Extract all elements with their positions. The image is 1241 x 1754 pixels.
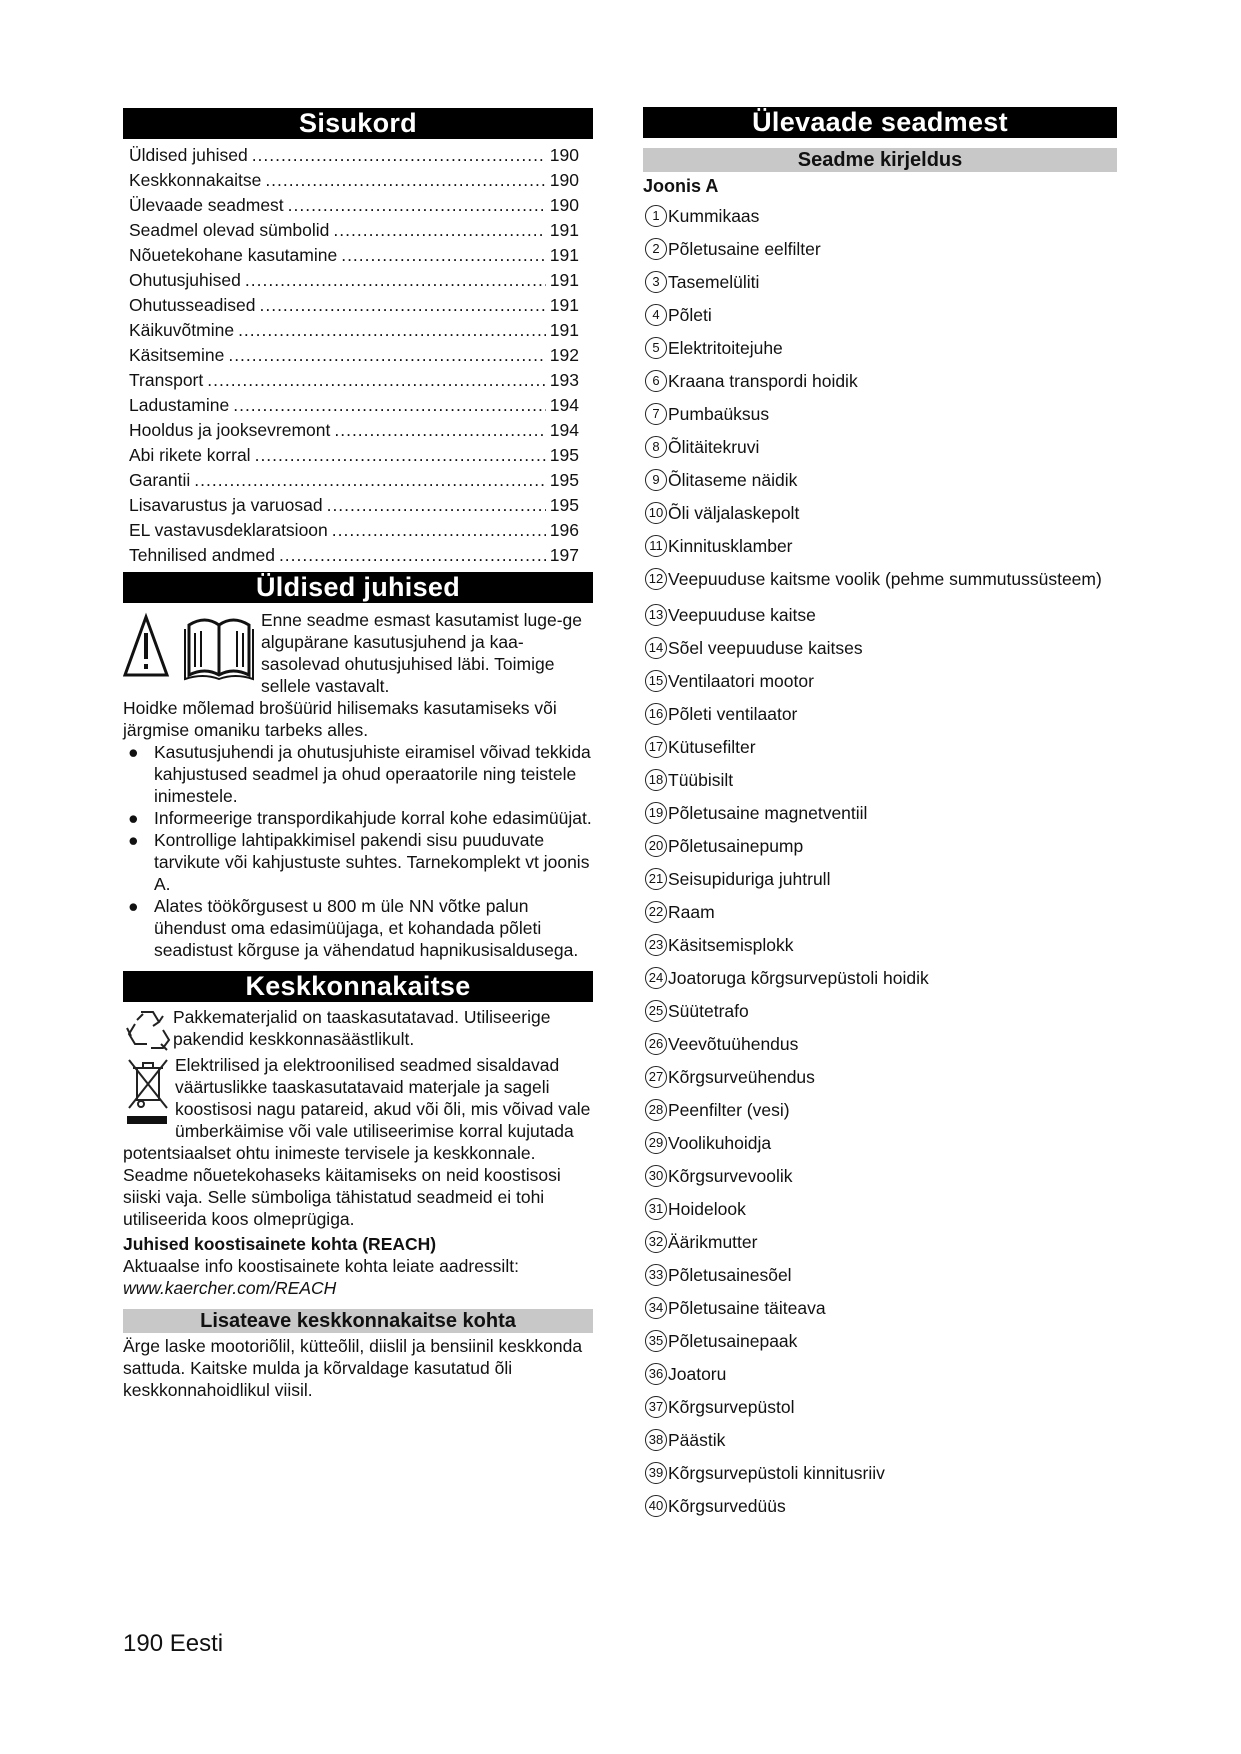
toc-entry[interactable] xyxy=(123,543,593,568)
part-label: Kummikaas xyxy=(668,206,760,226)
part-item xyxy=(645,1033,1117,1055)
toc-leader xyxy=(288,193,546,218)
part-number-badge: 36 xyxy=(645,1363,667,1385)
toc-entry[interactable] xyxy=(123,243,593,268)
toc-entry-page: 194 xyxy=(549,420,579,440)
part-item xyxy=(645,1198,1117,1220)
part-item xyxy=(645,934,1117,956)
part-item xyxy=(645,901,1117,923)
part-item xyxy=(645,238,1117,260)
part-label: Äärikmutter xyxy=(668,1232,758,1252)
part-number-badge: 16 xyxy=(645,703,667,725)
page-footer xyxy=(123,1630,223,1658)
bullet-dot-icon: ● xyxy=(128,896,139,916)
part-label: Joatoru xyxy=(668,1364,727,1384)
environment-heading: Keskkonnakaitse xyxy=(123,971,593,1002)
toc-leader xyxy=(194,468,546,493)
part-number-badge: 12 xyxy=(645,568,667,590)
table-of-contents xyxy=(123,143,593,568)
bullet-item xyxy=(123,807,593,829)
toc-entry-page: 193 xyxy=(549,370,579,390)
bullet-item xyxy=(123,829,593,895)
toc-entry-label: Hooldus ja jooksevremont xyxy=(129,420,331,440)
toc-entry[interactable] xyxy=(123,293,593,318)
figure-label: Joonis A xyxy=(643,176,719,196)
general-bullet-list xyxy=(123,741,593,961)
part-item xyxy=(645,703,1117,725)
part-number-badge: 24 xyxy=(645,967,667,989)
part-label: Tüübisilt xyxy=(668,770,734,790)
part-number-badge: 2 xyxy=(645,238,667,260)
toc-entry-label: Käsitsemine xyxy=(129,345,225,365)
part-label: Käsitsemisplokk xyxy=(668,935,794,955)
part-item xyxy=(645,403,1117,425)
part-item xyxy=(645,1231,1117,1253)
toc-leader xyxy=(233,393,546,418)
bullet-item xyxy=(123,895,593,961)
toc-entry[interactable] xyxy=(123,143,593,168)
part-label: Joatoruga kõrgsurvepüstoli hoidik xyxy=(668,968,929,988)
part-item xyxy=(645,835,1117,857)
general-heading: Üldised juhised xyxy=(123,572,593,603)
toc-leader xyxy=(252,143,546,168)
part-label: Süütetrafo xyxy=(668,1001,749,1021)
toc-leader xyxy=(334,418,545,443)
part-item xyxy=(645,1363,1117,1385)
toc-entry[interactable] xyxy=(123,493,593,518)
part-number-badge: 29 xyxy=(645,1132,667,1154)
toc-entry[interactable] xyxy=(123,518,593,543)
part-number-badge: 34 xyxy=(645,1297,667,1319)
overview-subheading: Seadme kirjeldus xyxy=(643,148,1117,172)
part-label: Raam xyxy=(668,902,715,922)
toc-leader xyxy=(245,268,546,293)
part-number-badge: 32 xyxy=(645,1231,667,1253)
toc-leader xyxy=(265,168,545,193)
toc-leader xyxy=(228,343,545,368)
part-label: Päästik xyxy=(668,1430,726,1450)
part-label: Kütusefilter xyxy=(668,737,756,757)
part-label: Veepuuduse kaitsme voolik (pehme summutussüsteem) xyxy=(668,569,1102,589)
toc-entry-label: Ohutusseadised xyxy=(129,295,256,315)
part-item xyxy=(645,604,1117,626)
toc-entry[interactable] xyxy=(123,218,593,243)
toc-entry-label: Tehnilised andmed xyxy=(129,545,275,565)
part-item xyxy=(645,436,1117,458)
part-number-badge: 23 xyxy=(645,934,667,956)
toc-entry-page: 192 xyxy=(549,345,579,365)
toc-leader xyxy=(259,293,545,318)
part-item xyxy=(645,1297,1117,1319)
toc-entry-page: 190 xyxy=(549,195,579,215)
more-env-heading: Lisateave keskkonnakaitse kohta xyxy=(123,1309,593,1333)
part-label: Peenfilter (vesi) xyxy=(668,1100,790,1120)
part-number-badge: 28 xyxy=(645,1099,667,1121)
part-item xyxy=(645,370,1117,392)
part-label: Pumbaüksus xyxy=(668,404,770,424)
part-label: Põleti ventilaator xyxy=(668,704,798,724)
toc-entry-page: 190 xyxy=(549,145,579,165)
part-item xyxy=(645,868,1117,890)
toc-entry-label: EL vastavusdeklaratsioon xyxy=(129,520,328,540)
part-number-badge: 26 xyxy=(645,1033,667,1055)
part-label: Seisupiduriga juhtrull xyxy=(668,869,831,889)
part-number-badge: 27 xyxy=(645,1066,667,1088)
toc-entry-page: 195 xyxy=(549,495,579,515)
part-item xyxy=(645,1495,1117,1517)
part-number-badge: 6 xyxy=(645,370,667,392)
part-number-badge: 5 xyxy=(645,337,667,359)
part-number-badge: 15 xyxy=(645,670,667,692)
part-number-badge: 31 xyxy=(645,1198,667,1220)
parts-list xyxy=(643,205,1117,1517)
toc-entry-label: Abi rikete korral xyxy=(129,445,251,465)
toc-leader xyxy=(341,243,546,268)
part-item xyxy=(645,568,1117,590)
toc-entry[interactable] xyxy=(123,318,593,343)
part-number-badge: 13 xyxy=(645,604,667,626)
part-label: Põletusaine magnetventiil xyxy=(668,803,868,823)
reach-link[interactable]: www.kaercher.com/REACH xyxy=(123,1278,337,1298)
reach-heading: Juhised koostisainete kohta (REACH) xyxy=(123,1234,437,1254)
part-number-badge: 10 xyxy=(645,502,667,524)
part-item xyxy=(645,271,1117,293)
toc-entry-label: Käikuvõtmine xyxy=(129,320,235,340)
toc-entry-label: Garantii xyxy=(129,470,191,490)
part-number-badge: 18 xyxy=(645,769,667,791)
toc-entry-label: Ladustamine xyxy=(129,395,230,415)
footer-language: Eesti xyxy=(169,1630,224,1657)
part-number-badge: 37 xyxy=(645,1396,667,1418)
part-label: Kõrgsurvepüstol xyxy=(668,1397,795,1417)
part-label: Põletusaine täiteava xyxy=(668,1298,826,1318)
warning-icons xyxy=(123,609,261,685)
part-number-badge: 11 xyxy=(645,535,667,557)
part-number-badge: 14 xyxy=(645,637,667,659)
bullet-text: Alates töökõrgusest u 800 m üle NN võtke palun ühendust oma edasimüüjaga, et kohandada põleti seadistust kõrguse ja vähendatud hapnikusisaldusega. xyxy=(154,896,579,960)
part-label: Põletusaine eelfilter xyxy=(668,239,821,259)
part-item xyxy=(645,1462,1117,1484)
bullet-item xyxy=(123,741,593,807)
bullet-dot-icon: ● xyxy=(128,830,139,850)
part-number-badge: 22 xyxy=(645,901,667,923)
more-env-text: Ärge laske mootoriõlil, kütteõlil, diislil ja bensiinil keskkonda sattuda. Kaitske mulda ja kõrvaldage kasutatud õli keskkonnahoidlikul viisil. xyxy=(123,1336,583,1400)
part-label: Kõrgsurveühendus xyxy=(668,1067,815,1087)
part-item xyxy=(645,1429,1117,1451)
part-number-badge: 8 xyxy=(645,436,667,458)
part-item xyxy=(645,1396,1117,1418)
part-item xyxy=(645,670,1117,692)
part-item xyxy=(645,337,1117,359)
electrical-block xyxy=(123,1054,593,1230)
toc-entry-page: 195 xyxy=(549,445,579,465)
toc-entry[interactable] xyxy=(123,193,593,218)
part-label: Põleti xyxy=(668,305,712,325)
toc-entry-page: 196 xyxy=(549,520,579,540)
part-label: Põletusainesõel xyxy=(668,1265,792,1285)
part-number-badge: 17 xyxy=(645,736,667,758)
toc-entry[interactable] xyxy=(123,443,593,468)
part-number-badge: 38 xyxy=(645,1429,667,1451)
page-number: 190 xyxy=(123,1630,164,1657)
toc-leader xyxy=(279,543,546,568)
part-item xyxy=(645,1264,1117,1286)
part-item xyxy=(645,1099,1117,1121)
part-label: Kõrgsurvedüüs xyxy=(668,1496,786,1516)
toc-entry-page: 191 xyxy=(549,320,579,340)
packaging-text: Pakkematerjalid on taaskasutatavad. Utiliseerige pakendid keskkonnasäästlikult. xyxy=(173,1007,551,1049)
warning-triangle-manual-icon xyxy=(123,609,261,685)
part-label: Veevõtuühendus xyxy=(668,1034,799,1054)
part-item xyxy=(645,1132,1117,1154)
toc-entry-page: 197 xyxy=(549,545,579,565)
part-item xyxy=(645,304,1117,326)
part-item xyxy=(645,469,1117,491)
part-item xyxy=(645,637,1117,659)
toc-entry-page: 194 xyxy=(549,395,579,415)
part-label: Kõrgsurvevoolik xyxy=(668,1166,793,1186)
part-item xyxy=(645,736,1117,758)
bullet-text: Informeerige transpordikahjude korral kohe edasimüüjat. xyxy=(154,808,592,828)
toc-entry-page: 191 xyxy=(549,245,579,265)
part-label: Kinnitusklamber xyxy=(668,536,793,556)
toc-entry[interactable] xyxy=(123,418,593,443)
bullet-text: Kontrollige lahtipakkimisel pakendi sisu puuduvate tarvikute või kahjustuste suhtes. Tarnekomplekt vt joonis A. xyxy=(154,830,590,894)
part-label: Õlitäitekruvi xyxy=(668,437,760,457)
toc-heading: Sisukord xyxy=(123,108,593,139)
part-label: Õli väljalaskepolt xyxy=(668,503,800,523)
toc-entry-page: 191 xyxy=(549,270,579,290)
part-label: Põletusainepump xyxy=(668,836,804,856)
toc-leader xyxy=(327,493,546,518)
part-item xyxy=(645,205,1117,227)
reach-text: Aktuaalse info koostisainete kohta leiate aadressilt: xyxy=(123,1256,519,1276)
part-item xyxy=(645,802,1117,824)
part-item xyxy=(645,502,1117,524)
crossed-bin-icon xyxy=(123,1054,175,1140)
toc-entry-page: 195 xyxy=(549,470,579,490)
toc-entry[interactable] xyxy=(123,393,593,418)
part-label: Voolikuhoidja xyxy=(668,1133,772,1153)
packaging-row xyxy=(123,1006,593,1052)
part-label: Õlitaseme näidik xyxy=(668,470,798,490)
part-label: Põletusainepaak xyxy=(668,1331,798,1351)
toc-entry-label: Üldised juhised xyxy=(129,145,248,165)
toc-leader xyxy=(207,368,546,393)
bullet-text: Kasutusjuhendi ja ohutusjuhiste eiramisel võivad tekkida kahjustused seadmel ja ohud operaatorile ning teistele inimestele. xyxy=(154,742,591,806)
electrical-text: Elektrilised ja elektroonilised seadmed sisaldavad väärtuslikke taaskasutatavaid materjale ja sageli koostisosi nagu patareid, akud või õli, mis võivad vale ümberkäimise või vale utiliseerimise korral kujutada potentsiaalset ohtu inimeste tervisele ja keskkonnale. Seadme nõuetekohaseks käitamiseks on neid koostisosi siiski vaja. Selle sümboliga tähistatud seadmeid ei tohi utiliseerida koos olmeprügiga. xyxy=(123,1055,591,1229)
part-item xyxy=(645,1165,1117,1187)
toc-entry-label: Nõuetekohane kasutamine xyxy=(129,245,338,265)
part-item xyxy=(645,1066,1117,1088)
overview-heading: Ülevaade seadmest xyxy=(643,107,1117,138)
toc-entry-label: Ülevaade seadmest xyxy=(129,195,284,215)
general-intro-text: Enne seadme esmast kasutamist luge-ge algupärane kasutusjuhend ja kaa-sasolevad ohutusjuhised läbi. Toimige sellele vastavalt. xyxy=(261,610,582,696)
toc-entry[interactable] xyxy=(123,268,593,293)
part-number-badge: 40 xyxy=(645,1495,667,1517)
toc-leader xyxy=(238,318,546,343)
part-label: Sõel veepuuduse kaitses xyxy=(668,638,863,658)
toc-leader xyxy=(255,443,546,468)
part-item xyxy=(645,1000,1117,1022)
part-number-badge: 3 xyxy=(645,271,667,293)
toc-entry-label: Lisavarustus ja varuosad xyxy=(129,495,323,515)
toc-entry-label: Seadmel olevad sümbolid xyxy=(129,220,330,240)
toc-leader xyxy=(333,218,545,243)
part-number-badge: 25 xyxy=(645,1000,667,1022)
bullet-dot-icon: ● xyxy=(128,808,139,828)
toc-entry-label: Ohutusjuhised xyxy=(129,270,241,290)
part-label: Elektritoitejuhe xyxy=(668,338,783,358)
environment-block xyxy=(123,1006,593,1401)
weee-icon-wrap xyxy=(123,1054,175,1140)
general-keep-text: Hoidke mõlemad brošüürid hilisemaks kasutamiseks või järgmise omaniku tarbeks alles. xyxy=(123,698,557,740)
part-number-badge: 21 xyxy=(645,868,667,890)
toc-entry-label: Keskkonnakaitse xyxy=(129,170,262,190)
part-label: Ventilaatori mootor xyxy=(668,671,814,691)
part-item xyxy=(645,535,1117,557)
part-number-badge: 39 xyxy=(645,1462,667,1484)
toc-entry[interactable] xyxy=(123,168,593,193)
part-number-badge: 4 xyxy=(645,304,667,326)
right-column xyxy=(643,107,1117,1517)
part-number-badge: 20 xyxy=(645,835,667,857)
toc-entry[interactable] xyxy=(123,368,593,393)
part-label: Kõrgsurvepüstoli kinnitusriiv xyxy=(668,1463,885,1483)
part-number-badge: 1 xyxy=(645,205,667,227)
part-item xyxy=(645,769,1117,791)
part-label: Tasemelüliti xyxy=(668,272,760,292)
part-number-badge: 19 xyxy=(645,802,667,824)
toc-entry-label: Transport xyxy=(129,370,204,390)
toc-entry[interactable] xyxy=(123,343,593,368)
recycle-icon xyxy=(123,1006,173,1052)
toc-entry-page: 191 xyxy=(549,220,579,240)
part-number-badge: 33 xyxy=(645,1264,667,1286)
left-column xyxy=(123,108,593,1401)
part-number-badge: 7 xyxy=(645,403,667,425)
part-item xyxy=(645,1330,1117,1352)
general-intro-block xyxy=(123,609,593,961)
toc-leader xyxy=(332,518,546,543)
part-item xyxy=(645,967,1117,989)
toc-entry-page: 191 xyxy=(549,295,579,315)
part-label: Hoidelook xyxy=(668,1199,746,1219)
part-number-badge: 30 xyxy=(645,1165,667,1187)
bullet-dot-icon: ● xyxy=(128,742,139,762)
part-number-badge: 9 xyxy=(645,469,667,491)
part-number-badge: 35 xyxy=(645,1330,667,1352)
part-label: Veepuuduse kaitse xyxy=(668,605,816,625)
toc-entry-page: 190 xyxy=(549,170,579,190)
toc-entry[interactable] xyxy=(123,468,593,493)
part-label: Kraana transpordi hoidik xyxy=(668,371,858,391)
